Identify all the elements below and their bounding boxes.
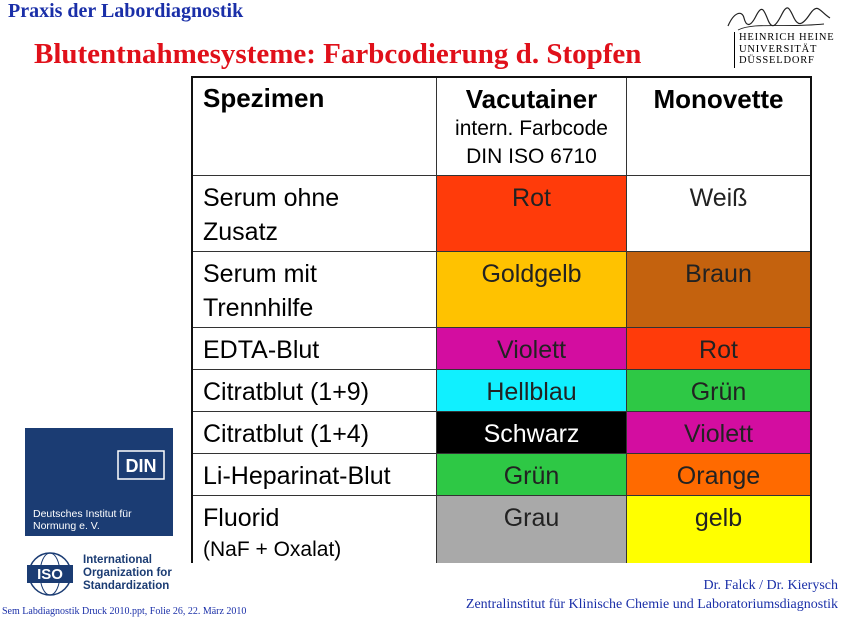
university-line: HEINRICH HEINE [739, 32, 835, 43]
iso-mark-text: ISO [37, 566, 63, 583]
footer-authors: Dr. Falck / Dr. Kierysch [703, 578, 838, 593]
monovette-color-label: gelb [694, 504, 743, 532]
header-specimen: Spezimen [203, 83, 325, 113]
specimen-label: Fluorid [203, 504, 280, 532]
footer-institute: Zentralinstitut für Klinische Chemie und Laboratoriumsdiagnostik [465, 597, 838, 612]
signature-icon [724, 4, 834, 34]
specimen-cell [193, 370, 436, 411]
specimen-label-secondary: Zusatz [203, 218, 279, 246]
vacutainer-color-cell [436, 252, 626, 327]
din-logo [25, 428, 173, 536]
header-vacutainer-sub2: DIN ISO 6710 [466, 145, 597, 168]
monovette-color-cell [626, 454, 810, 495]
specimen-label: EDTA-Blut [203, 336, 320, 364]
university-name [734, 32, 834, 68]
iso-line1: International [83, 554, 153, 566]
monovette-color-label: Violett [683, 420, 754, 448]
table-row [193, 327, 810, 369]
din-mark-icon [117, 450, 165, 480]
header-cell-specimen [193, 78, 436, 175]
vacutainer-color-cell [436, 370, 626, 411]
vacutainer-color-label: Grün [503, 462, 560, 490]
monovette-color-label: Rot [699, 336, 738, 364]
specimen-cell [193, 496, 436, 563]
table-row [193, 369, 810, 411]
monovette-color-label: Orange [676, 462, 761, 490]
vacutainer-color-label: Schwarz [483, 420, 580, 448]
university-logo [724, 4, 844, 70]
header-vacutainer: Vacutainer [465, 84, 598, 114]
header-cell-monovette [626, 78, 810, 175]
specimen-label: Serum ohne [203, 184, 340, 212]
vacutainer-color-label: Goldgelb [481, 260, 582, 288]
header-cell-vacutainer [436, 78, 626, 175]
monovette-color-cell [626, 328, 810, 369]
table-header-row [193, 78, 810, 175]
specimen-cell [193, 176, 436, 251]
monovette-color-cell [626, 176, 810, 251]
monovette-color-label: Braun [685, 260, 752, 288]
monovette-color-label: Weiß [689, 184, 748, 212]
din-line2: Normung e. V. [33, 520, 100, 532]
specimen-label-secondary: Trennhilfe [203, 294, 314, 322]
iso-badge-icon [25, 552, 75, 596]
specimen-label: Citratblut (1+9) [203, 378, 370, 406]
slide-title: Blutentnahmesysteme: Farbcodierung d. Stopfen [34, 38, 642, 70]
specimen-label: Li-Heparinat-Blut [203, 462, 391, 490]
table-row [193, 175, 810, 251]
monovette-color-label: Grün [690, 378, 747, 406]
monovette-color-cell [626, 496, 810, 563]
vacutainer-color-label: Hellblau [486, 378, 577, 406]
header-vacutainer-sub1: intern. Farbcode [455, 117, 608, 140]
slide-kicker: Praxis der Labordiagnostik [8, 0, 244, 22]
monovette-color-cell [626, 252, 810, 327]
vacutainer-color-cell [436, 412, 626, 453]
university-line: DÜSSELDORF [739, 55, 815, 66]
specimen-cell [193, 454, 436, 495]
specimen-cell [193, 412, 436, 453]
color-code-table [191, 76, 812, 563]
specimen-cell [193, 252, 436, 327]
din-mark-text: DIN [125, 456, 157, 476]
vacutainer-color-cell [436, 328, 626, 369]
monovette-color-cell [626, 412, 810, 453]
header-monovette: Monovette [653, 84, 784, 114]
table-row [193, 411, 810, 453]
table-row [193, 251, 810, 327]
vacutainer-color-label: Violett [496, 336, 567, 364]
iso-caption [83, 554, 172, 593]
iso-logo [25, 550, 173, 598]
monovette-color-cell [626, 370, 810, 411]
din-caption [33, 508, 132, 532]
specimen-label-secondary: (NaF + Oxalat) [203, 538, 342, 561]
vacutainer-color-cell [436, 176, 626, 251]
vacutainer-color-cell [436, 496, 626, 563]
din-line1: Deutsches Institut für [33, 508, 132, 520]
university-line: UNIVERSITÄT [739, 43, 818, 55]
specimen-label: Citratblut (1+4) [203, 420, 370, 448]
footer-file-info: Sem Labdiagnostik Druck 2010.ppt, Folie 26, 22. März 2010 [2, 606, 247, 617]
vacutainer-color-label: Rot [512, 184, 551, 212]
table-row [193, 495, 810, 563]
specimen-label: Serum mit [203, 260, 317, 288]
table-row [193, 453, 810, 495]
iso-line3: Standardization [83, 580, 170, 592]
specimen-cell [193, 328, 436, 369]
iso-line2: Organization for [83, 567, 172, 579]
vacutainer-color-label: Grau [503, 504, 560, 532]
vacutainer-color-cell [436, 454, 626, 495]
